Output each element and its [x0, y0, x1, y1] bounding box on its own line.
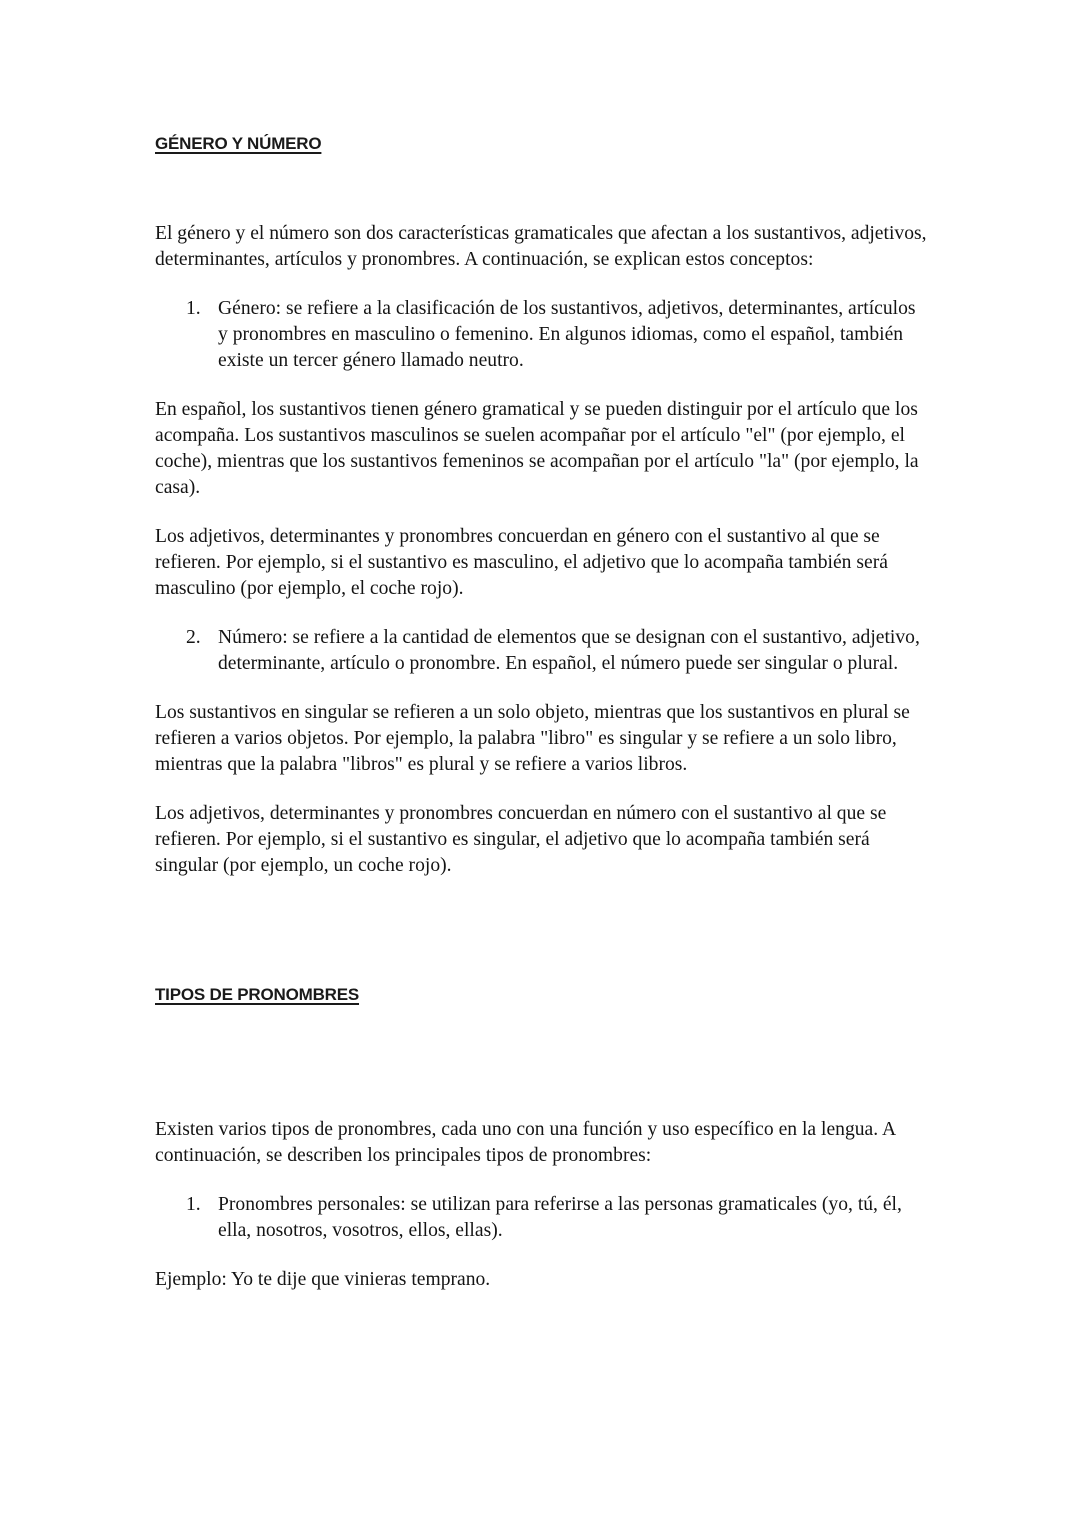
- paragraph-concordancia-genero: Los adjetivos, determinantes y pronombres concuerdan en género con el sustantivo al que se refieren. Por ejemplo, si el sustantivo es masculino, el adjetivo que lo acompaña también será masculino (por ejemplo, el coche rojo).: [155, 526, 888, 599]
- paragraph-pronombres-intro: Existen varios tipos de pronombres, cada uno con una función y uso específico en la lengua. A continuación, se describen los principales tipos de pronombres:: [155, 1119, 896, 1166]
- list-item-text: Número: se refiere a la cantidad de elementos que se designan con el sustantivo, adjetivo, determinante, artículo o pronombre. En español, el número puede ser singular o plural.: [218, 627, 920, 674]
- numbered-item-genero: [155, 296, 930, 374]
- paragraph-genero-intro: El género y el número son dos características gramaticales que afectan a los sustantivos, adjetivos, determinantes, artículos y pronombres. A continuación, se explican estos conceptos:: [155, 223, 927, 270]
- numbered-item-pronombres-personales: [155, 1192, 930, 1244]
- paragraph-genero-articulos: En español, los sustantivos tienen género gramatical y se pueden distinguir por el artículo que los acompaña. Los sustantivos masculinos se suelen acompañar por el artículo "el" (por ejemplo, el coche), mientras que los sustantivos femeninos se acompañan por el artículo "la" (por ejemplo, la casa).: [155, 399, 919, 498]
- list-item-text: Pronombres personales: se utilizan para referirse a las personas gramaticales (yo, tú, él, ella, nosotros, vosotros, ellos, ellas).: [218, 1194, 902, 1241]
- paragraph-concordancia-numero: Los adjetivos, determinantes y pronombres concuerdan en número con el sustantivo al que se refieren. Por ejemplo, si el sustantivo es singular, el adjetivo que lo acompaña también será singular (por ejemplo, un coche rojo).: [155, 803, 887, 876]
- list-number: 1.: [186, 1194, 201, 1215]
- list-number: 1.: [186, 298, 201, 319]
- heading-tipos-de-pronombres: TIPOS DE PRONOMBRES: [155, 985, 360, 1004]
- list-item-text: Género: se refiere a la clasificación de los sustantivos, adjetivos, determinantes, artículos y pronombres en masculino o femenino. En algunos idiomas, como el español, también existe un tercer género llamado neutro.: [218, 298, 916, 371]
- numbered-item-numero: [155, 625, 930, 677]
- paragraph-singular-plural: Los sustantivos en singular se refieren a un solo objeto, mientras que los sustantivos en plural se refieren a varios objetos. Por ejemplo, la palabra "libro" es singular y se refiere a un solo libro, mientras que la palabra "libros" es plural y se refiere a varios libros.: [155, 702, 910, 775]
- paragraph-ejemplo-personales: Ejemplo: Yo te dije que vinieras temprano.: [155, 1269, 491, 1290]
- list-number: 2.: [186, 627, 201, 648]
- heading-genero-y-numero: GÉNERO Y NÚMERO: [155, 134, 322, 153]
